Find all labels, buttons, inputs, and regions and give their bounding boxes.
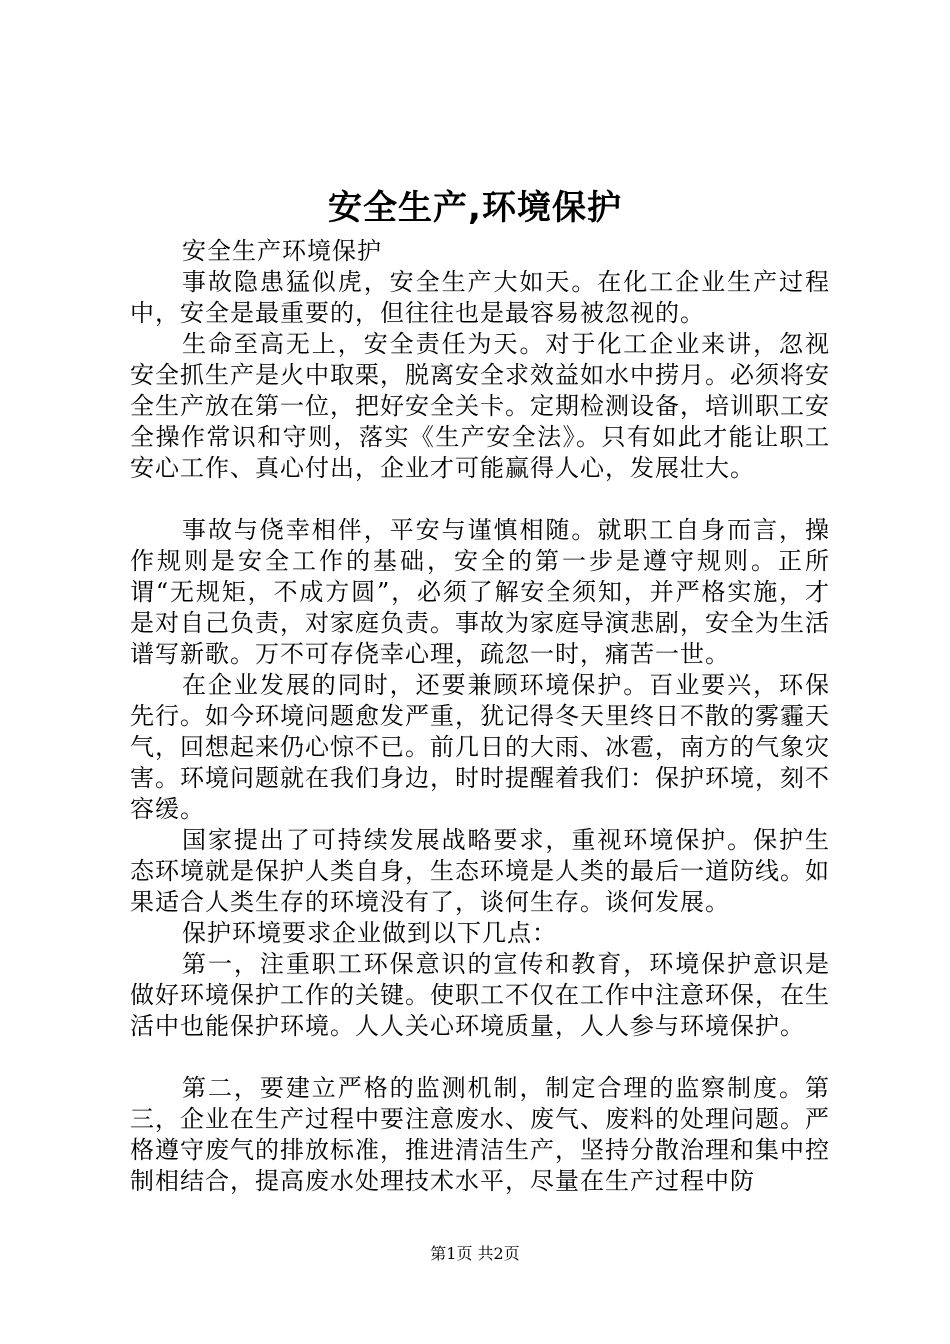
paragraph-subtitle: 安全生产环境保护: [182, 237, 382, 265]
page-title: 安全生产,环境保护: [328, 188, 622, 228]
paragraph: 事故隐患猛似虎，安全生产大如天。在化工企业生产过程中，安全是最重要的，但往往也是最容易被忽视的。: [130, 268, 830, 327]
paragraph: 第一，注重职工环保意识的宣传和教育，环境保护意识是做好环境保护工作的关键。使职工不仅在工作中注意环保，在生活中也能保护环境。人人关心环境质量，人人参与环境保护。: [130, 950, 830, 1040]
paragraph: 第二，要建立严格的监测机制，制定合理的监察制度。第三，企业在生产过程中要注意废水、废气、废料的处理问题。严格遵守废气的排放标准，推进清洁生产，坚持分散治理和集中控制相结合，提高废水处理技术水平，尽量在生产过程中防: [130, 1074, 830, 1195]
paragraph: 保护环境要求企业做到以下几点：: [182, 919, 557, 947]
paragraph: 生命至高无上，安全责任为天。对于化工企业来讲，忽视安全抓生产是火中取栗，脱离安全求效益如水中捞月。必须将安全生产放在第一位，把好安全关卡。定期检测设备，培训职工安全操作常识和守则，落实《生产安全法》。只有如此才能让职工安心工作、真心付出，企业才可能赢得人心，发展壮大。: [130, 330, 830, 482]
paragraph: 在企业发展的同时，还要兼顾环境保护。百业要兴，环保先行。如今环境问题愈发严重，犹记得冬天里终日不散的雾霾天气，回想起来仍心惊不已。前几日的大雨、冰雹，南方的气象灾害。环境问题就在我们身边，时时提醒着我们：保护环境，刻不容缓。: [130, 671, 830, 823]
paragraph: 国家提出了可持续发展战略要求，重视环境保护。保护生态环境就是保护人类自身，生态环境是人类的最后一道防线。如果适合人类生存的环境没有了，谈何生存。谈何发展。: [130, 826, 830, 916]
paragraph: 事故与侥幸相伴，平安与谨慎相随。就职工自身而言，操作规则是安全工作的基础，安全的第一步是遵守规则。正所谓“无规矩，不成方圆”，必须了解安全须知，并严格实施，才是对自己负责，对家庭负责。事故为家庭导演悲剧，安全为生活谱写新歌。万不可存侥幸心理，疏忽一时，痛苦一世。: [130, 516, 830, 668]
document-body: [130, 236, 830, 1197]
page-number: 第1页 共2页: [430, 1244, 520, 1263]
